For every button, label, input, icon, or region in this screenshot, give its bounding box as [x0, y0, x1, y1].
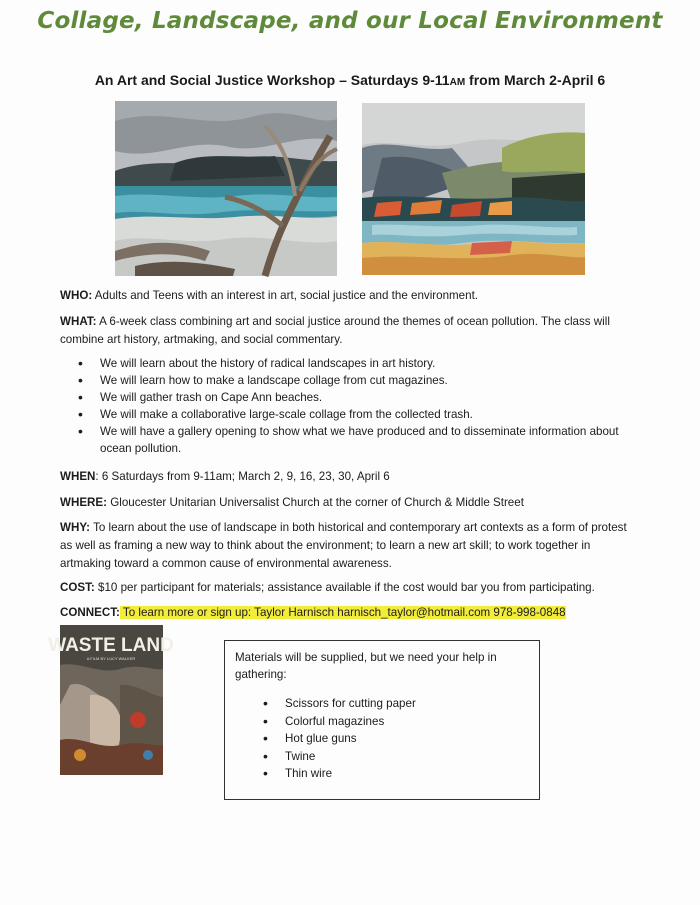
what-section: [60, 313, 640, 349]
waste-land-film-poster: [48, 625, 174, 775]
list-item: • We will learn how to make a landscape collage from cut magazines.: [78, 372, 648, 389]
where-label: WHERE:: [60, 496, 108, 509]
poster-title: WASTE LAND: [48, 635, 174, 656]
list-item: • Hot glue guns: [235, 730, 529, 748]
list-item: • We will have a gallery opening to show what we have produced and to disseminate information about ocean pollution.: [78, 423, 648, 457]
who-label: WHO:: [60, 289, 93, 302]
supplies-box: [224, 640, 540, 800]
connect-contact-text: To learn more or sign up: Taylor Harnisch harnisch_taylor@hotmail.com 978-998-0848: [119, 606, 566, 619]
when-section: [60, 468, 640, 486]
page-title: Collage, Landscape, and our Local Environment: [37, 8, 663, 34]
collage-artwork-mountain-lake: [362, 103, 585, 275]
subtitle-main: An Art and Social Justice Workshop – Saturdays 9-11: [94, 72, 450, 88]
list-item: • Thin wire: [235, 765, 529, 783]
list-item: • We will make a collaborative large-scale collage from the collected trash.: [78, 406, 648, 423]
list-item: • Twine: [235, 748, 529, 766]
poster-tagline: A FILM BY LUCY WALKER: [86, 656, 136, 661]
who-section: [60, 287, 640, 305]
list-item: • We will learn about the history of radical landscapes in art history.: [78, 355, 648, 372]
subtitle-dates: from March 2-April 6: [465, 72, 606, 88]
when-label: WHEN: [60, 470, 96, 483]
list-item: • We will gather trash on Cape Ann beaches.: [78, 389, 648, 406]
what-label: WHAT:: [60, 315, 97, 328]
where-section: [60, 494, 640, 512]
page-subtitle: [0, 72, 700, 88]
activities-list: [78, 355, 648, 457]
cost-section: [60, 579, 640, 597]
supplies-intro: Materials will be supplied, but we need your help in gathering:: [235, 651, 497, 681]
who-text: Adults and Teens with an interest in art, social justice and the environment.: [92, 289, 479, 302]
why-section: [60, 519, 640, 573]
cost-text: $10 per participant for materials; assistance available if the cost would bar you from participating.: [94, 581, 595, 594]
where-text: Gloucester Unitarian Universalist Church at the corner of Church & Middle Street: [107, 496, 524, 509]
connect-section: [60, 604, 640, 622]
list-item: • Colorful magazines: [235, 713, 529, 731]
why-text: To learn about the use of landscape in both historical and contemporary art contexts as a form of protest as well as framing a new way to think about the environment; to learn a new art skill; to work together in artmaking toward a common cause of environmental awareness.: [60, 521, 627, 570]
what-text: A 6-week class combining art and social justice around the themes of ocean pollution. The class will combine art history, artmaking, and social commentary.: [60, 315, 610, 346]
supplies-list: [235, 695, 529, 783]
subtitle-am: AM: [449, 77, 466, 88]
why-label: WHY:: [60, 521, 91, 534]
list-item: • Scissors for cutting paper: [235, 695, 529, 713]
when-text: : 6 Saturdays from 9-11am; March 2, 9, 16, 23, 30, April 6: [95, 470, 390, 483]
collage-artwork-lake-driftwood: [115, 101, 337, 276]
cost-label: COST:: [60, 581, 95, 594]
connect-label: CONNECT:: [60, 606, 120, 619]
